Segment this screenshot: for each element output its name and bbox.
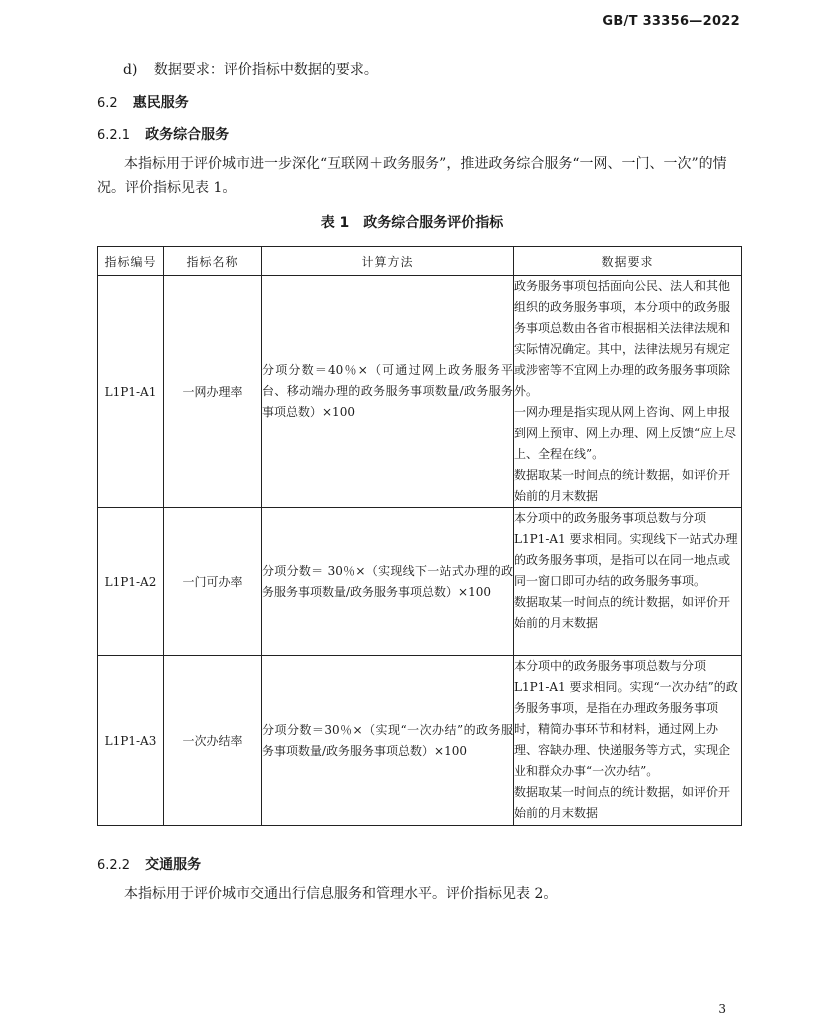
paragraph-line: 况。评价指标见表 1。 [97,180,237,196]
section-heading-6-2-2 [97,854,201,874]
column-header: 计算方法 [262,247,514,276]
intro-paragraph [97,152,747,200]
section-title: 交通服务 [145,857,202,873]
section-number: 6.2 [97,96,118,111]
data-requirements [514,276,742,508]
requirement-text: 一网办理是指实现从网上咨询、网上申报到网上预审、网上办理、网上反馈“应上尽上、全程在线”。 [514,405,737,461]
requirement-text: 本分项中的政务服务事项总数与分项L1P1-A1 要求相同。实现线下一站式办理的政务服务事项，是指可以在同一地点或同一窗口即可办结的政务服务事项。 [514,511,738,588]
requirement-text: 政务服务事项包括面向公民、法人和其他组织的政务服务事项，本分项中的政务服务事项总数由各省市根据相关法律法规和实际情况确定。其中，法律法规另有规定或涉密等不宜网上办理的政务服务事项除外。 [514,279,731,398]
indicator-code: L1P1-A3 [98,656,164,826]
table-row [98,656,742,826]
data-requirements [514,508,742,656]
indicator-name: 一门可办率 [164,508,262,656]
section-number: 6.2.1 [97,128,131,143]
column-header: 数据要求 [514,247,742,276]
indicator-name: 一次办结率 [164,656,262,826]
indicator-code: L1P1-A1 [98,276,164,508]
section-paragraph: 本指标用于评价城市交通出行信息服务和管理水平。评价指标见表 2。 [124,886,558,902]
evaluation-table [97,246,742,826]
list-item-text: 数据要求：评价指标中数据的要求。 [153,62,378,78]
section-number: 6.2.2 [97,858,131,873]
requirement-text: 数据取某一时间点的统计数据，如评价开始前的月末数据 [514,468,731,503]
column-header: 指标名称 [164,247,262,276]
table-caption: 表 1 政务综合服务评价指标 [320,215,504,231]
calculation-method: 分项分数＝30％×（实现“一次办结”的政务服务事项数量/政务服务事项总数）×100 [262,656,514,826]
paragraph-line: 本指标用于评价城市进一步深化“互联网＋政务服务”，推进政务综合服务“一网、一门、一次”的情 [124,156,727,172]
section-title: 政务综合服务 [145,127,230,143]
list-marker: d) [123,62,138,78]
table-row [98,276,742,508]
table-row [98,508,742,656]
calculation-method: 分项分数＝40％×（可通过网上政务服务平台、移动端办理的政务服务事项数量/政务服务事项总数）×100 [262,276,514,508]
indicator-name: 一网办理率 [164,276,262,508]
requirement-text: 数据取某一时间点的统计数据，如评价开始前的月末数据 [514,595,731,630]
calculation-method: 分项分数＝ 30％×（实现线下一站式办理的政务服务事项数量/政务服务事项总数）×100 [262,508,514,656]
table-header-row [98,247,742,276]
section-title: 惠民服务 [132,95,189,111]
column-header: 指标编号 [98,247,164,276]
data-requirements [514,656,742,826]
list-item-d [123,59,378,79]
standard-code: GB/T 33356—2022 [602,14,740,29]
section-heading-6-2 [97,92,189,112]
requirement-text: 数据取某一时间点的统计数据，如评价开始前的月末数据 [514,785,731,820]
indicator-code: L1P1-A2 [98,508,164,656]
requirement-text: 本分项中的政务服务事项总数与分项L1P1-A1 要求相同。实现“一次办结”的政务服务事项，是指在办理政务服务事项时，精简办事环节和材料，通过网上办理、容缺办理、快递服务等方式，实现企业和群众办事“一次办结”。 [514,659,738,778]
page-number: 3 [718,1002,726,1016]
section-heading-6-2-1 [97,124,229,144]
